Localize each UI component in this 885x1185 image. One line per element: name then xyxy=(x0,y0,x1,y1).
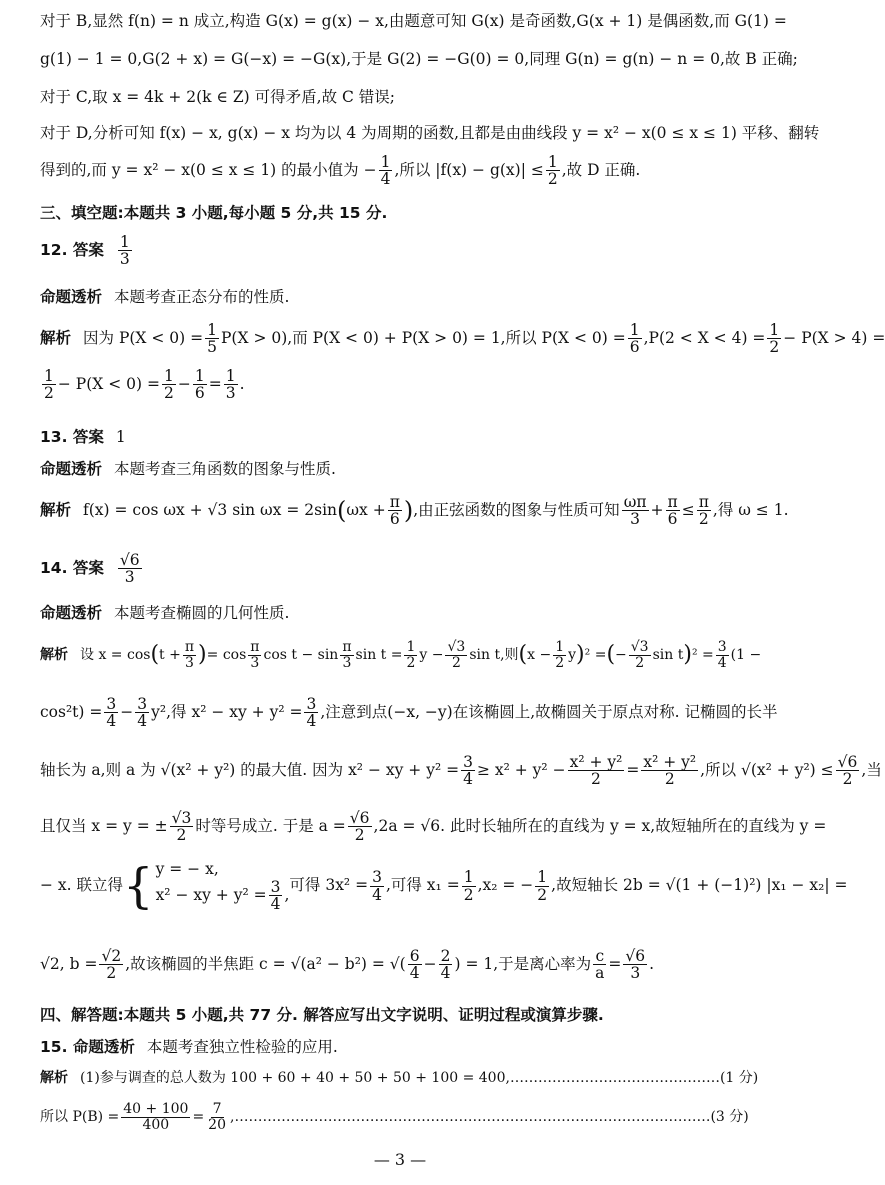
text: ,x₂ = − xyxy=(477,876,534,895)
numerator: √6 xyxy=(119,551,140,569)
numerator: 7 xyxy=(212,1101,222,1117)
denominator: 3 xyxy=(630,510,641,529)
text: ² = xyxy=(584,647,607,664)
paren: ) xyxy=(198,641,207,667)
left-brace: { xyxy=(123,858,154,915)
denominator: 4 xyxy=(306,712,317,731)
fraction xyxy=(716,640,729,670)
denominator: 2 xyxy=(591,770,601,789)
numerator: √3 xyxy=(171,809,192,827)
denominator: 3 xyxy=(124,568,135,587)
fraction xyxy=(42,368,56,402)
denominator: 2 xyxy=(106,964,117,983)
denominator: 6 xyxy=(389,510,400,529)
text: ² = xyxy=(691,647,714,664)
paren: ( xyxy=(518,641,528,667)
fraction xyxy=(629,640,651,670)
text: ≤ xyxy=(681,500,695,519)
numerator: 3 xyxy=(137,695,148,713)
denominator: 3 xyxy=(225,384,236,403)
paragraph-d-line1 xyxy=(40,124,820,143)
denominator: 2 xyxy=(537,885,548,904)
fraction xyxy=(379,154,393,188)
text: 得到的,而 y = x² − x(0 ≤ x ≤ 1) 的最小值为 − xyxy=(40,160,377,179)
solution-label: 解析 xyxy=(40,1070,68,1086)
numerator: 1 xyxy=(406,639,416,655)
paragraph-d-line2 xyxy=(40,154,766,188)
text: ,所以 |f(x) − g(x)| ≤ xyxy=(394,160,544,179)
numerator: 40 + 100 xyxy=(123,1101,189,1117)
numerator: 1 xyxy=(463,868,474,887)
q12-analysis xyxy=(40,288,766,307)
numerator: π xyxy=(667,493,678,511)
text: 本题考查椭圆的几何性质. xyxy=(114,604,290,622)
text: y²,得 x² − xy + y² = xyxy=(151,702,303,721)
q12-solution-line2 xyxy=(40,368,766,402)
text: ) = 1,于是离心率为 xyxy=(454,954,592,973)
text: ,故 D 正确. xyxy=(561,160,641,179)
numerator: √6 xyxy=(349,809,370,827)
fraction xyxy=(193,368,207,402)
denominator: 20 xyxy=(208,1116,226,1133)
answer-label: 12. 答案 xyxy=(40,240,104,259)
denominator: 6 xyxy=(629,338,640,357)
fraction xyxy=(445,640,467,670)
fraction xyxy=(248,640,261,670)
text: 因为 P(X < 0) = xyxy=(83,328,204,347)
denominator: 6 xyxy=(667,510,678,529)
fraction xyxy=(546,154,560,188)
text: y − xyxy=(419,647,444,664)
fraction xyxy=(593,948,606,982)
text: cos²t) = xyxy=(40,702,103,721)
text: ,得 ω ≤ 1. xyxy=(712,500,789,519)
numerator: π xyxy=(698,493,709,511)
fraction xyxy=(135,696,149,730)
denominator: 400 xyxy=(142,1116,170,1133)
paren: ( xyxy=(337,496,347,525)
denominator: 3 xyxy=(342,654,352,671)
fraction xyxy=(462,869,476,903)
fraction xyxy=(370,869,384,903)
fraction xyxy=(183,640,196,670)
q14-solution-line6 xyxy=(40,948,766,982)
fraction xyxy=(121,1102,190,1132)
q15-solution-line1 xyxy=(40,1070,766,1087)
q15-solution-line2 xyxy=(40,1102,766,1132)
numerator: 3 xyxy=(270,877,281,896)
q14-solution-line2 xyxy=(40,695,778,731)
text: 本题考查独立性检验的应用. xyxy=(146,1038,338,1056)
text: ,2a = √6. 此时长轴所在的直线为 y = x,故短轴所在的直线为 y = xyxy=(373,816,827,835)
paren: ( xyxy=(606,641,616,667)
numerator: 1 xyxy=(119,233,130,251)
numerator: 6 xyxy=(409,947,420,965)
denominator: 2 xyxy=(44,384,54,403)
text: ,故该椭圆的半焦距 c = √(a² − b²) = √( xyxy=(125,954,406,973)
fraction xyxy=(767,322,781,356)
text: √2, b = xyxy=(40,954,98,973)
fraction xyxy=(628,322,642,356)
text: . xyxy=(239,374,245,393)
text: = xyxy=(608,954,622,973)
q13-analysis xyxy=(40,460,766,479)
equation-system xyxy=(123,858,290,915)
paren: ( xyxy=(150,641,160,667)
text: ,…………………………………………………………………………………………(3 分) xyxy=(230,1109,749,1126)
denominator: 2 xyxy=(463,885,474,904)
q14-solution-line4 xyxy=(40,809,827,845)
text: ,P(2 < X < 4) = xyxy=(643,328,766,347)
denominator: 4 xyxy=(137,712,148,731)
text: 对于 C,取 x = 4k + 2(k ∈ Z) 可得矛盾,故 C 错误; xyxy=(40,88,396,106)
text: − x. 联立得 xyxy=(40,876,124,895)
fraction xyxy=(206,1102,228,1132)
system-row-1: y = − x, xyxy=(155,860,219,878)
text: 所以 P(B) = xyxy=(40,1109,120,1126)
denominator: 4 xyxy=(372,885,382,904)
numerator: 3 xyxy=(106,695,117,713)
numerator: √6 xyxy=(837,753,858,771)
numerator: x² + y² xyxy=(643,753,697,771)
numerator: 1 xyxy=(380,153,391,171)
numerator: x² + y² xyxy=(569,753,623,771)
denominator: 4 xyxy=(270,894,281,913)
fraction xyxy=(170,810,194,844)
fraction xyxy=(641,754,698,788)
denominator: 2 xyxy=(406,654,416,671)
fraction xyxy=(99,948,123,982)
text: . xyxy=(649,954,655,973)
denominator: a xyxy=(595,964,605,983)
text: − xyxy=(177,374,191,393)
paragraph-b-line1 xyxy=(40,12,787,31)
section-heading-fill-blank xyxy=(40,204,766,223)
fraction xyxy=(304,696,318,730)
denominator: 3 xyxy=(630,964,641,983)
section-heading-solutions xyxy=(40,1006,766,1025)
numerator: 3 xyxy=(463,753,473,771)
q14-solution-line5 xyxy=(40,858,848,915)
denominator: 2 xyxy=(547,170,558,189)
fraction xyxy=(348,810,372,844)
text: 时等号成立. 于是 a = xyxy=(195,816,346,835)
text: y xyxy=(568,647,577,664)
q12-solution-line1 xyxy=(40,321,885,357)
text: − P(X < 0) = xyxy=(57,374,160,393)
numerator: 1 xyxy=(163,367,174,385)
text: (1 − xyxy=(730,647,762,664)
fraction xyxy=(697,494,711,528)
solution-label: 解析 xyxy=(40,647,68,664)
text: sin t = xyxy=(355,647,403,664)
paren: ) xyxy=(683,641,692,667)
text: − xyxy=(615,647,627,664)
fraction xyxy=(666,494,680,528)
denominator: 2 xyxy=(163,384,174,403)
text: P(X > 0),而 P(X < 0) + P(X > 0) = 1,所以 P(X < 0) = xyxy=(221,328,626,347)
text: g(1) − 1 = 0,G(2 + x) = G(−x) = −G(x),于是 G(2) = −G(0) = 0,同理 G(n) = g(n) − n = 0,故 B 正确; xyxy=(40,50,798,68)
denominator: 4 xyxy=(440,964,451,983)
denominator: 2 xyxy=(555,654,565,671)
denominator: 4 xyxy=(463,770,473,789)
paragraph-b-line2 xyxy=(40,50,798,69)
numerator: √6 xyxy=(625,947,646,965)
text: sin t xyxy=(652,647,684,664)
fraction xyxy=(568,754,625,788)
numerator: π xyxy=(342,639,352,655)
fraction xyxy=(404,640,417,670)
system-rows xyxy=(156,860,290,912)
numerator: √2 xyxy=(101,947,122,965)
denominator: 3 xyxy=(184,654,194,671)
fraction xyxy=(104,696,118,730)
fraction xyxy=(269,879,283,913)
q14-solution-line3 xyxy=(40,753,882,789)
text: − xyxy=(120,702,134,721)
numerator: π xyxy=(184,639,195,655)
numerator: 1 xyxy=(225,367,236,385)
denominator: 4 xyxy=(717,654,727,671)
q14-answer xyxy=(40,552,766,586)
denominator: 5 xyxy=(207,338,217,357)
text: ,可得 x₁ = xyxy=(385,876,460,895)
text: ωx + xyxy=(346,500,386,519)
denominator: 3 xyxy=(250,654,260,671)
numerator: π xyxy=(389,493,400,511)
fraction xyxy=(408,948,422,982)
fraction xyxy=(836,754,860,788)
numerator: 3 xyxy=(306,695,317,713)
q14-analysis xyxy=(40,604,766,623)
numerator: 3 xyxy=(372,868,382,887)
text: t + xyxy=(159,647,181,664)
text: = xyxy=(626,760,640,779)
fraction xyxy=(340,640,353,670)
paren: ) xyxy=(403,496,414,525)
answer-fraction xyxy=(118,234,132,268)
numerator: √3 xyxy=(447,639,466,655)
fraction xyxy=(224,368,238,402)
text: ,注意到点(−x, −y)在该椭圆上,故椭圆关于原点对称. 记椭圆的长半 xyxy=(320,702,778,721)
paragraph-c xyxy=(40,88,766,107)
fraction xyxy=(162,368,176,402)
answer-value: 1 xyxy=(115,428,126,446)
analysis-label: 命题透析 xyxy=(40,604,103,622)
denominator: 2 xyxy=(664,770,675,789)
fraction xyxy=(205,322,219,356)
denominator: 6 xyxy=(194,384,205,403)
text: + xyxy=(650,500,664,519)
fraction xyxy=(622,494,649,528)
text: 四、解答题:本题共 5 小题,共 77 分. 解答应写出文字说明、证明过程或演算步骤. xyxy=(40,1006,604,1024)
denominator: 2 xyxy=(354,826,365,845)
text: 本题考查正态分布的性质. xyxy=(114,288,290,306)
answer-label: 13. 答案 xyxy=(40,428,104,446)
system-row-2 xyxy=(156,879,290,913)
text: 轴长为 a,则 a 为 √(x² + y²) 的最大值. 因为 x² − xy + y² = xyxy=(40,760,460,779)
fraction xyxy=(461,754,475,788)
fraction xyxy=(388,494,402,528)
fraction xyxy=(553,640,566,670)
text: ,由正弦函数的图象与性质可知 xyxy=(413,500,620,519)
text: f(x) = cos ωx + √3 sin ωx = 2sin xyxy=(83,500,338,519)
text: ,故短轴长 2b = √(1 + (−1)²) |x₁ − x₂| = xyxy=(551,876,848,895)
numerator: ωπ xyxy=(623,493,647,511)
denominator: 2 xyxy=(842,770,853,789)
text: sin t,则 xyxy=(469,647,519,664)
page-number: — 3 — xyxy=(373,1150,427,1169)
denominator: 4 xyxy=(380,170,391,189)
solution-label: 解析 xyxy=(40,500,72,519)
fraction xyxy=(623,948,647,982)
denominator: 3 xyxy=(119,250,130,269)
numerator: 1 xyxy=(207,321,217,339)
fraction xyxy=(439,948,453,982)
text: 对于 D,分析可知 f(x) − x, g(x) − x 均为以 4 为周期的函数,且都是由曲线段 y = x² − x(0 ≤ x ≤ 1) 平移、翻转 xyxy=(40,124,820,142)
text: = cos xyxy=(206,647,247,664)
text: ,所以 √(x² + y²) ≤ xyxy=(700,760,834,779)
text: cos t − sin xyxy=(263,647,339,664)
text: = xyxy=(192,1109,205,1126)
numerator: 1 xyxy=(194,367,205,385)
q13-answer xyxy=(40,428,766,447)
numerator: 1 xyxy=(44,367,54,385)
numerator: 1 xyxy=(769,321,780,339)
text: 设 x = cos xyxy=(80,647,151,664)
solution-label: 解析 xyxy=(40,328,72,347)
numerator: 1 xyxy=(629,321,640,339)
text: − P(X > 4) = xyxy=(783,328,885,347)
text: 可得 3x² = xyxy=(289,876,369,895)
text: x² − xy + y² = xyxy=(155,885,267,904)
text: x − xyxy=(527,647,552,664)
q15-analysis xyxy=(40,1038,766,1057)
text: − xyxy=(423,954,437,973)
text: , xyxy=(284,885,290,904)
q13-solution xyxy=(40,493,789,529)
text: = xyxy=(208,374,222,393)
numerator: √3 xyxy=(630,639,649,655)
fraction xyxy=(535,869,549,903)
text: 本题考查三角函数的图象与性质. xyxy=(114,460,336,478)
text: 对于 B,显然 f(n) = n 成立,构造 G(x) = g(x) − x,由题意可知 G(x) 是奇函数,G(x + 1) 是偶函数,而 G(1) = xyxy=(40,12,787,30)
text: 且仅当 x = y = ± xyxy=(40,816,168,835)
denominator: 2 xyxy=(451,654,461,671)
text: (1)参与调查的总人数为 100 + 60 + 40 + 50 + 50 + 100 = 400,………………………………………(1 分) xyxy=(80,1070,759,1086)
answer-label: 14. 答案 xyxy=(40,558,104,577)
text: 三、填空题:本题共 3 小题,每小题 5 分,共 15 分. xyxy=(40,204,388,222)
numerator: π xyxy=(250,639,260,655)
text: ≥ x² + y² − xyxy=(476,760,566,779)
paren: ) xyxy=(576,641,585,667)
denominator: 2 xyxy=(698,510,709,529)
numerator: c xyxy=(595,947,605,965)
denominator: 4 xyxy=(409,964,420,983)
numerator: 1 xyxy=(555,639,565,655)
analysis-label: 命题透析 xyxy=(40,460,103,478)
answer-fraction xyxy=(118,552,142,586)
denominator: 2 xyxy=(635,654,645,671)
text: ,当 xyxy=(861,760,882,779)
denominator: 2 xyxy=(769,338,780,357)
analysis-label: 命题透析 xyxy=(40,288,103,306)
analysis-label: 15. 命题透析 xyxy=(40,1038,135,1056)
numerator: 2 xyxy=(440,947,451,965)
numerator: 1 xyxy=(537,868,548,887)
numerator: 1 xyxy=(547,153,558,171)
q14-solution-line1 xyxy=(40,640,766,670)
denominator: 4 xyxy=(106,712,117,731)
denominator: 2 xyxy=(176,826,187,845)
q12-answer xyxy=(40,234,766,268)
numerator: 3 xyxy=(717,639,727,655)
